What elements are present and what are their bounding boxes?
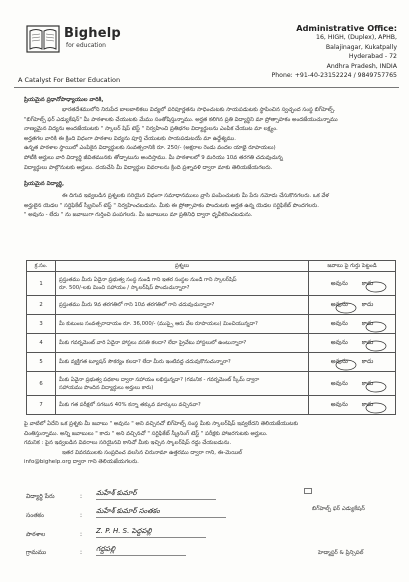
address-line: Balajinagar, Kukatpally: [325, 43, 397, 51]
colon: :: [80, 512, 83, 519]
principal-signatory: హెడ్మాస్టర్ & ప్రిన్సిపల్: [318, 550, 364, 556]
question-line: రూ. 500/-లకు మించి సహాయం / స్కాలర్‌షిప్ పొందుచున్నారా?: [59, 284, 190, 291]
question-line: మీకు ఏవైనా ప్రభుత్వ పథకాల ద్వారా సహాయం లభిస్తున్నదా? (గమనిక - గవర్నమెంట్ స్కీమ్ ద్వారా: [59, 376, 260, 383]
question-line: ప్రస్తుతము మీరు ఏదైనా ప్రభుత్వ సంస్థ నుండి గాని ఇతర సంస్థల నుండి గాని స్కాలర్‌షిప్: [59, 276, 237, 283]
paragraph-line: info@bighelp.org ద్వారా గాని తెలియజేయగలరు.: [24, 459, 139, 466]
phone-line: Phone: +91-40-23152224 / 9849757765: [271, 72, 397, 80]
answer-cell[interactable]: [309, 372, 396, 396]
closing-paragraph: [24, 420, 396, 468]
salutation: ప్రియమైన ప్రధానోపాధ్యాయుల వారికి,: [24, 97, 104, 103]
brand-subtitle: for education: [66, 42, 106, 49]
answer-cell[interactable]: [309, 334, 396, 353]
answer-yes-option[interactable]: అవును: [330, 401, 348, 408]
colon: :: [80, 531, 83, 538]
answer-no-option[interactable]: కాదు: [361, 358, 374, 365]
student-name-field[interactable]: మహేశ్ కుమార్: [96, 489, 216, 500]
table-row: [27, 272, 396, 296]
paragraph-line: విద్యార్థులు పాల్గొనుటకు అర్హులు. దయచేసి మీ విద్యార్థుల వివరాలను క్రింది ప్రశ్నావళి ద్వారా మాకు తెలియజేయగలరు.: [24, 164, 273, 171]
column-header-answer: జవాబు పై గుర్తు పెట్టండి: [309, 261, 396, 272]
answer-no-option[interactable]: కాదు: [361, 279, 374, 287]
answer-no-option[interactable]: కాదు: [361, 379, 374, 387]
answer-yes-option[interactable]: అవును: [330, 358, 348, 365]
answer-cell[interactable]: [309, 396, 396, 415]
paragraph-line: అర్హులైన యెడల " సర్టిఫికేట్ స్క్రీనింగ్ టెస్ట్ " నిర్వహించబడును. మీకు ఈ ప్రోత్సాహకం పొందుటకు అర్హత ఉన్న యెడల సర్టిఫికేట్ పొందగలరు.: [24, 202, 319, 209]
brand-name: Bighelp: [64, 26, 121, 41]
answer-no-option[interactable]: కాదు: [361, 320, 374, 327]
table-row: [27, 296, 396, 315]
row-number: 1: [27, 272, 56, 296]
school-field[interactable]: Z. P. H. S. పెద్దపల్లి: [96, 527, 206, 538]
answer-cell[interactable]: [309, 296, 396, 315]
colon: :: [80, 493, 83, 500]
row-number: 4: [27, 334, 56, 353]
row-number: 2: [27, 296, 56, 315]
question-text: [56, 272, 309, 296]
answer-cell[interactable]: [309, 272, 396, 296]
row-number: 6: [27, 372, 56, 396]
answer-cell[interactable]: [309, 353, 396, 372]
paragraph-line: పోటీకి అర్హులు వారి విద్యార్థి జీవితమునకు తోడ్పాటును అందిస్తాము. మీ పాఠశాలలో 9 మరియు 10వ తరగతి చదువుచున్న: [24, 154, 283, 161]
row-number: 7: [27, 396, 56, 415]
question-text: [56, 372, 309, 396]
address-line: Andhra Pradesh, INDIA: [326, 62, 397, 70]
answer-yes-option[interactable]: అవును: [330, 379, 348, 387]
paragraph-line: " అవును - లేదు " ను జవాబుగా గుర్తించి పంపగలరు. మీ జవాబులు మా ప్రతినిధి ద్వారా ధృవీకరించబడును.: [24, 212, 253, 219]
signature-field[interactable]: మహేశ్ కుమార్ సంతకం: [96, 507, 226, 518]
open-book-logo-icon: [26, 25, 60, 53]
row-number: 3: [27, 315, 56, 334]
paragraph-line: గమనిక : పైన ఇవ్వబడిన వివరాలు సరియైనవి కానిచో మీకు ఇచ్చిన స్కాలర్‌షిప్ రద్దు చేయబడును.: [24, 440, 232, 447]
question-line: మీకు వ్యక్తిగత ట్యూషన్ సౌకర్యం కలదా? లేదా మీరు ఇంటివద్ద చదువుకొనుచున్నారా?: [59, 359, 231, 365]
question-text: [56, 334, 309, 353]
paragraph-line: నాణ్యమైన విద్యను అందజేయుటకు " స్కాలర్ షిప్ టెస్ట్ " నిర్వహించి ప్రతిభగల విద్యార్థులను ఎంపిక చేయుట మా లక్ష్యం.: [24, 126, 278, 133]
tagline: A Catalyst For Better Education: [18, 76, 121, 84]
table-row: [27, 334, 396, 353]
row-number: 5: [27, 353, 56, 372]
question-text: [56, 315, 309, 334]
answer-no-option[interactable]: కాదు: [361, 401, 374, 408]
column-header-serial: క్ర.సం.: [27, 261, 56, 272]
office-address-block: [272, 24, 398, 80]
answer-cell[interactable]: [309, 315, 396, 334]
table-row: [27, 315, 396, 334]
question-line: మీకు గవర్నమెంట్ వారి ఏదైనా హాస్టలు వసతి కలదా? లేదా ప్రైవేటు హాస్టలులో ఉంటున్నారా?: [59, 340, 247, 346]
student-greeting: ప్రియమైన విద్యార్థి,: [24, 181, 65, 187]
paragraph-line: భారతదేశములోని నిరుపేద బాలబాలికలు విద్యలో పరిపూర్ణతను సాధించుటకు సాయపడుటకు స్థాపించిన స్వచ్ఛంద సంస్థ బిగ్‌హెల్ప్.: [62, 107, 336, 113]
question-line: సహాయము పొందిన విద్యార్థులు అర్హులు కారు): [59, 384, 154, 391]
header-divider: [14, 87, 399, 88]
table-row: [27, 396, 396, 415]
paragraph-line: ఈ దిగువ ఇవ్వబడిన ప్రశ్నలకు సరియైన విధంగా సమాధానములు వ్రాసి పంపించుటకు మీ పేరు నమోదు చేసుకొనగలరు. ఒక వేళ: [62, 193, 329, 199]
table-row: [27, 372, 396, 396]
village-field[interactable]: గద్దపల్లి: [96, 545, 186, 556]
colon: :: [80, 549, 83, 556]
address-line: 16, HIGH, (Duplex), APHB,: [316, 34, 397, 42]
questionnaire-table: [26, 260, 396, 415]
paragraph-line: పై వాటిలో ఏదేని ఒక ప్రశ్నకు మీ జవాబు " అవును " అని వచ్చినచో బిగ్‌హెల్ప్ సంస్థ మీకు స్కాలర్‌షిప్ ఇవ్వలేదని తెలియజేయుటకు: [24, 421, 299, 427]
column-header-questions: ప్రశ్నలు: [56, 261, 309, 272]
organization-signatory: బిగ్‌హెల్ప్ ఫర్ ఎడ్యుకేషన్: [312, 506, 365, 512]
paragraph-line: "బిగ్‌హెల్ప్ ఫర్ ఎడ్యుకేషన్" మీ పాఠశాలకు చేయుటకు మేము సంతోషిస్తున్నాము. అర్హత కలిగిన ప్రతి విద్యార్థిని మా ప్రోత్సాహకం అందజేయుచున్నాము: [24, 116, 338, 123]
paragraph-line: చింతిస్తున్నాము. అన్ని జవాబులు " కాదు " అని వచ్చినచో " సర్టిఫికేట్ స్క్రీనింగ్ టెస్ట్ " పరీక్షకు హాజరగుటకు అర్హులు.: [24, 430, 268, 437]
paragraph-line: ఉన్నత పాఠశాల స్థాయిలో ఎంపికైన విద్యార్థులకు సంవత్సరానికి రూ. 250/- (అక్షరాల రెండు వందల యాభై రూపాయలు): [24, 145, 276, 152]
question-line: మీ కుటుంబ సంవత్సరాదాయం రూ. 36,000/- (ముప్పై ఆరు వేల రూపాయలు) మించియున్నదా?: [59, 321, 258, 327]
question-text: [56, 396, 309, 415]
paragraph-line: అర్హతగల వారికి ఈ క్రింది విధంగా పాఠశాల విద్యను పూర్తి చేయుటకు సాయపడుటయే మా ఉద్దేశ్యము.: [24, 135, 236, 142]
org-seal-box: [304, 488, 312, 494]
paragraph-line: ఇతర వివరములకు సంప్రదించ వలసిన చిరునామా ఉత్తరము ద్వారా గాని, ఈ-మెయిల్: [62, 449, 243, 456]
school-label: పాఠశాల: [26, 531, 46, 538]
answer-yes-option[interactable]: అవును: [330, 301, 348, 308]
answer-yes-option[interactable]: అవును: [330, 339, 348, 346]
answer-no-option[interactable]: కాదు: [361, 301, 374, 308]
question-line: ప్రస్తుతము మీరు 9వ తరగతిలో గాని 10వ తరగతిలో గాని చదువుచున్నారా?: [59, 302, 215, 308]
question-text: [56, 296, 309, 315]
answer-yes-option[interactable]: అవును: [330, 320, 348, 327]
question-text: [56, 353, 309, 372]
table-header-row: [27, 261, 396, 272]
address-line: Hyderabad - 72: [348, 53, 397, 61]
student-name-label: విద్యార్థి పేరు: [26, 493, 55, 500]
office-title: Administrative Office:: [296, 23, 397, 33]
signature-label: సంతకం: [26, 512, 45, 519]
village-label: గ్రామము: [26, 549, 47, 556]
question-line: మీకు గత పరీక్షలో సగటున 40% కన్నా తక్కువ మార్కులు వచ్చినవా?: [59, 402, 201, 408]
table-row: [27, 353, 396, 372]
letter-paragraph-1: [24, 106, 392, 173]
letter-paragraph-2: [24, 192, 392, 221]
answer-yes-option[interactable]: అవును: [330, 279, 348, 287]
answer-no-option[interactable]: కాదు: [361, 339, 374, 346]
